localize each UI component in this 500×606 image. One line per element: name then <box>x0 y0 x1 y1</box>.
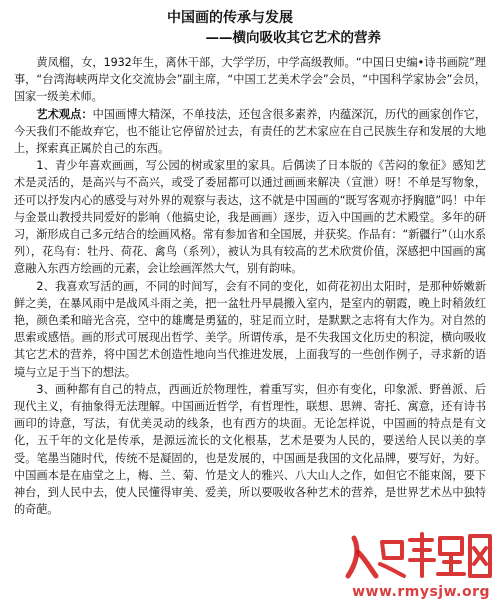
viewpoint-label: 艺术观点： <box>36 107 93 121</box>
article-subtitle: ——横向吸收其它艺术的营养 <box>205 30 381 46</box>
artist-intro: 黄凤榴，女，1932年生，离休干部，大学学历，中学高级教师。“中国日史编•诗书画院”理事，“台湾海峡两岸文化交流协会”副主席，“中国工艺美术学会”会员，“中国科学家协会”会员，国家一级美术师。 <box>14 56 486 104</box>
point-1-paragraph: 1、青少年喜欢画画，写公园的树或家里的家具。后偶读了日本版的《苦闷的象征》感知艺术是灵活的，是高兴与不高兴，或受了委屈都可以通过画画来解决（宣泄）呀！不单是写物象，还可以抒发内心的感受与对外界的观察与表达，这不就是中国画的“既写客观亦抒胸臆”吗！中年与金景山教授共同爱好的影响（他搞史论，我是画画）逐步，迈入中国画的艺术殿堂。多年的研习，渐形成自己多元结合的绘画风格。常有参加省和全国展，并获奖。作品有：“新疆行”（山水系列），花鸟有：牡丹、荷花、禽鸟（系列），被认为具有较高的艺术欣赏价值，深感把中国画的寓意融入东西方绘画的元素，会让绘画浑然大气，别有韵味。 <box>14 159 486 276</box>
viewpoint-text: 中国画博大精深，不单技法，还包含很多素养，内蕴深沉，历代的画家创作它，今天我们不能故弃它，也不能让它停留於过去，有责任的艺术家应在自己民族生存和发展的大地上，探索真正属於自己的东西。 <box>14 107 486 156</box>
watermark-url: www.rmysjw.org <box>352 584 490 600</box>
viewpoint-paragraph <box>14 106 486 158</box>
article-title: 中国画的传承与发展 <box>167 10 293 26</box>
point-3-paragraph: 3、画种都有自己的特点，西画近於物理性，着重写实，但亦有变化，印象派、野兽派、后现代主义，有抽象得无法理解。中国画近哲学，有哲理性，联想、思辨、寄托、寓意，还有诗书画印的诗意，写法，有优美灵动的线条，也有西方的块面。无论怎样说，中国画的特点是有文化，五千年的文化是传承，是源远流长的文化根基，艺术是要为人民的，要送给人民以美的享受。笔墨当随时代，传统不是凝固的，也是发展的，中国画是我国的文化品牌，要写好，为好。中国画本是在庙堂之上，梅、兰、菊、竹是文人的雅兴、八大山人之作，如但它不能束阁，要下神台，到人民中去，使人民懂得审美、爱美，所以要吸收各种艺术的营养，是世界艺术丛中独特的奇葩。 <box>14 382 486 517</box>
point-2-paragraph: 2、我喜欢写活的画，不同的时间写，会有不同的变化，如荷花初出太阳时，是那种娇嫩新鲜之美，在暴风雨中是战风斗雨之美，把一盆牡丹早晨搬入室内，是室内的朝霞，晚上时稍敛红艳，颜色柔和暗光含亮，空中的雄鹰是勇猛的，驻足而立时，是默默之志将有大作为。对自然的思索或感悟。画的形式可展现出哲学、美学。所谓传承，是不失我国文化历史的积淀，横向吸收其它艺术的营养，将中国艺术创造性地向当代推进发展，上面我写的一些创作例子，寻求新的语境与立足于当下的想法。 <box>14 279 486 379</box>
